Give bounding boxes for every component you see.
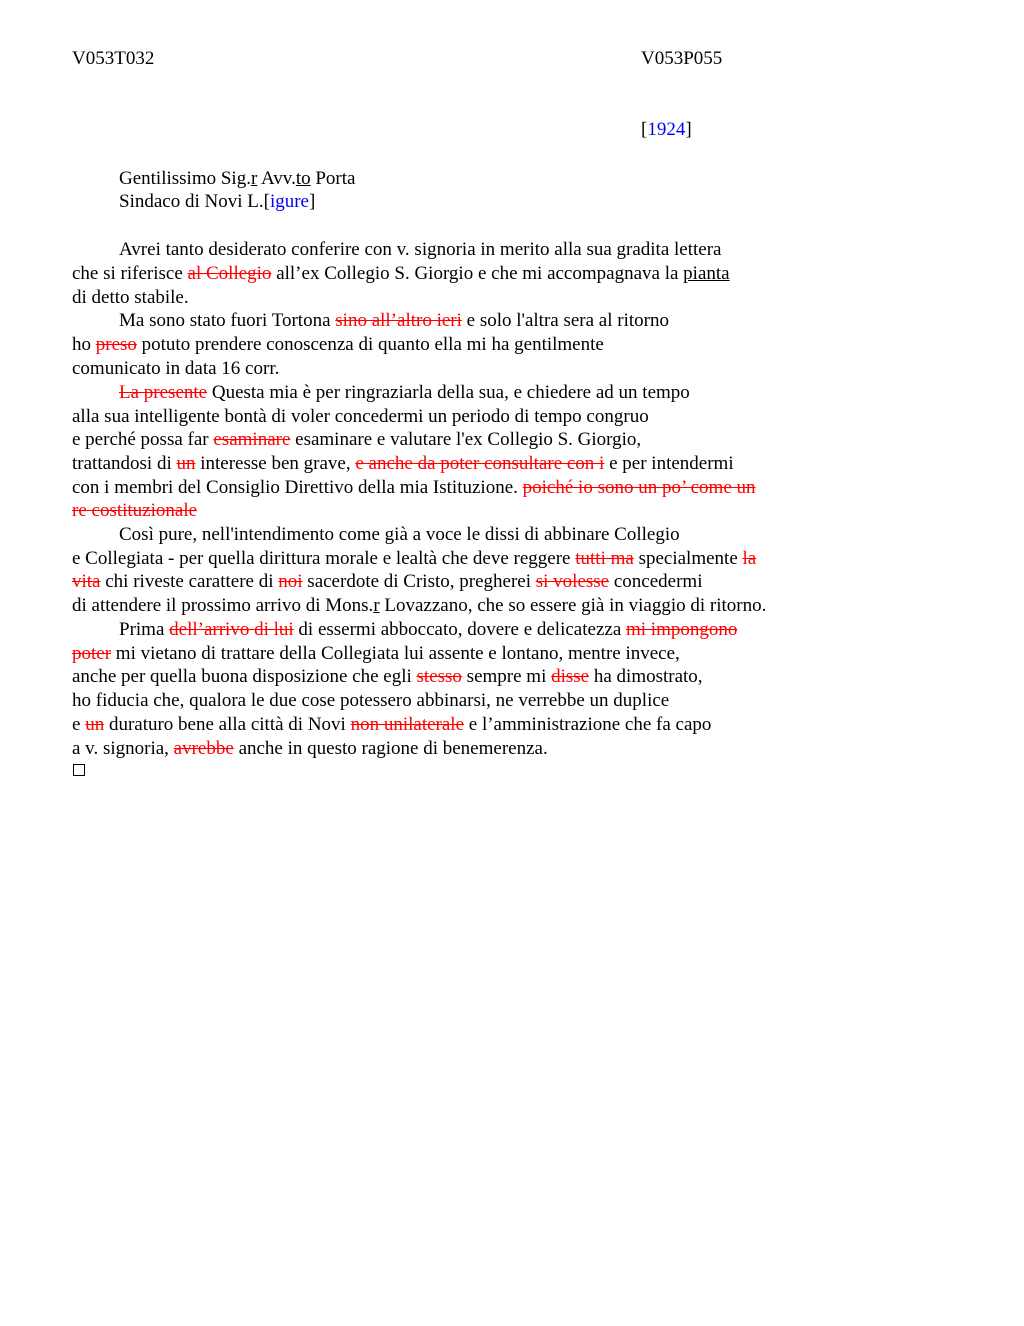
text-segment: anche in questo ragione di benemerenza. [233,738,548,759]
deleted-text: non unilaterale [350,714,465,735]
text-segment: r [373,595,380,616]
deleted-text: mi impongono [626,619,738,640]
text-segment: Avv. [257,168,296,189]
text-segment: ho fiducia che, qualora le due cose potessero abbinarsi, ne verrebbe un duplice [72,690,670,711]
text-segment: pianta [683,263,730,284]
deleted-text: sino all’altro ieri [335,310,462,331]
text-segment: to [295,168,311,189]
body-line [72,547,756,571]
text-segment: ] [308,191,316,212]
text-segment: e [72,714,86,735]
text-segment: e perché possa far [72,429,214,450]
body-line [119,309,669,333]
text-segment: r [250,168,258,189]
body-line [72,357,279,381]
body-line [72,452,734,476]
deleted-text: dell’arrivo di lui [169,619,294,640]
body-line [72,262,730,286]
text-segment: Lovazzano, che so essere già in viaggio di ritorno. [379,595,767,616]
recipient-title-line [119,190,315,214]
text-segment: specialmente [633,548,743,569]
body-line [72,642,680,666]
body-line [119,523,680,547]
deleted-text: al Collegio [187,263,272,284]
text-segment: di essermi abboccato, dovere e delicatezza [293,619,626,640]
text-segment: interesse ben grave, [195,453,356,474]
text-segment: duraturo bene alla città di Novi [104,714,351,735]
body-line [72,737,548,761]
text-segment: e Collegiata - per quella dirittura morale e lealtà che deve reggere [72,548,576,569]
deleted-text: stesso [416,666,462,687]
body-line [72,665,703,689]
text-segment: che si riferisce [72,263,188,284]
salutation-line [119,167,355,191]
body-line [72,570,702,594]
text-segment: all’ex Collegio S. Giorgio e che mi accompagnava la [271,263,684,284]
text-segment: Così pure, nell'intendimento come già a voce le dissi di abbinare Collegio [119,524,680,545]
body-line [72,499,197,523]
text-segment: alla sua intelligente bontà di voler concedermi un periodo di tempo congruo [72,406,649,427]
checkbox-icon[interactable] [73,764,85,776]
text-segment: e l’amministrazione che fa capo [464,714,712,735]
text-segment: e per intendermi [604,453,734,474]
text-segment: igure [269,191,309,212]
text-segment: Prima [119,619,170,640]
text-segment: a v. signoria, [72,738,174,759]
text-segment: mi vietano di trattare della Collegiata lui assente e lontano, mentre invece, [111,643,680,664]
body-line [72,333,604,357]
text-segment: chi riveste carattere di [100,571,279,592]
text-segment: trattandosi di [72,453,177,474]
text-segment: anche per quella buona disposizione che egli [72,666,417,687]
deleted-text: tutti ma [575,548,634,569]
text-segment: Gentilissimo Sig. [119,168,251,189]
deleted-text: disse [551,666,590,687]
text-segment: sacerdote di Cristo, pregherei [302,571,536,592]
text-segment: comunicato in data 16 corr. [72,358,280,379]
letter-date [641,119,692,141]
deleted-text: si volesse [535,571,610,592]
deleted-text: avrebbe [173,738,234,759]
body-line [72,689,669,713]
body-line [72,594,766,618]
body-line [72,476,756,500]
body-line [119,238,721,262]
deleted-text: poter [72,643,112,664]
text-segment: Ma sono stato fuori Tortona [119,310,336,331]
text-segment: concedermi [609,571,703,592]
deleted-text: preso [95,334,137,355]
text-segment: di detto stabile. [72,287,189,308]
deleted-text: noi [278,571,303,592]
deleted-text: vita [72,571,101,592]
body-line [72,428,641,452]
body-line [72,286,189,310]
text-segment: Questa mia è per ringraziarla della sua, e chiedere ad un tempo [207,382,690,403]
deleted-text: e anche da poter consultare con i [355,453,605,474]
text-segment: Porta [310,168,356,189]
text-segment: Avrei tanto desiderato conferire con v. signoria in merito alla sua gradita lettera [119,239,722,260]
text-segment: ] [685,119,692,140]
text-segment: ha dimostrato, [589,666,703,687]
body-line [72,405,649,429]
text-segment: potuto prendere conoscenza di quanto ella mi ha gentilmente [136,334,604,355]
text-segment: e solo l'altra sera al ritorno [461,310,669,331]
deleted-text: La presente [119,382,208,403]
text-segment: sempre mi [461,666,552,687]
deleted-text: un [176,453,196,474]
text-segment: esaminare e valutare l'ex Collegio S. Giorgio, [290,429,642,450]
text-segment: ho [72,334,96,355]
text-segment: con i membri del Consiglio Direttivo della mia Istituzione. [72,477,523,498]
deleted-text: un [85,714,105,735]
document-id-right: V053P055 [641,48,723,69]
text-segment: di attendere il prossimo arrivo di Mons. [72,595,374,616]
deleted-text: poiché io sono un po’ come un [522,477,756,498]
date-year: 1924 [647,119,686,140]
body-line [119,618,737,642]
deleted-text: re costituzionale [72,500,198,521]
text-segment: Sindaco di Novi L.[ [119,191,270,212]
body-line [72,713,711,737]
deleted-text: la [742,548,757,569]
document-id-left: V053T032 [72,48,155,69]
deleted-text: esaminare [213,429,291,450]
body-line [119,381,690,405]
text-segment: [ [641,119,648,140]
